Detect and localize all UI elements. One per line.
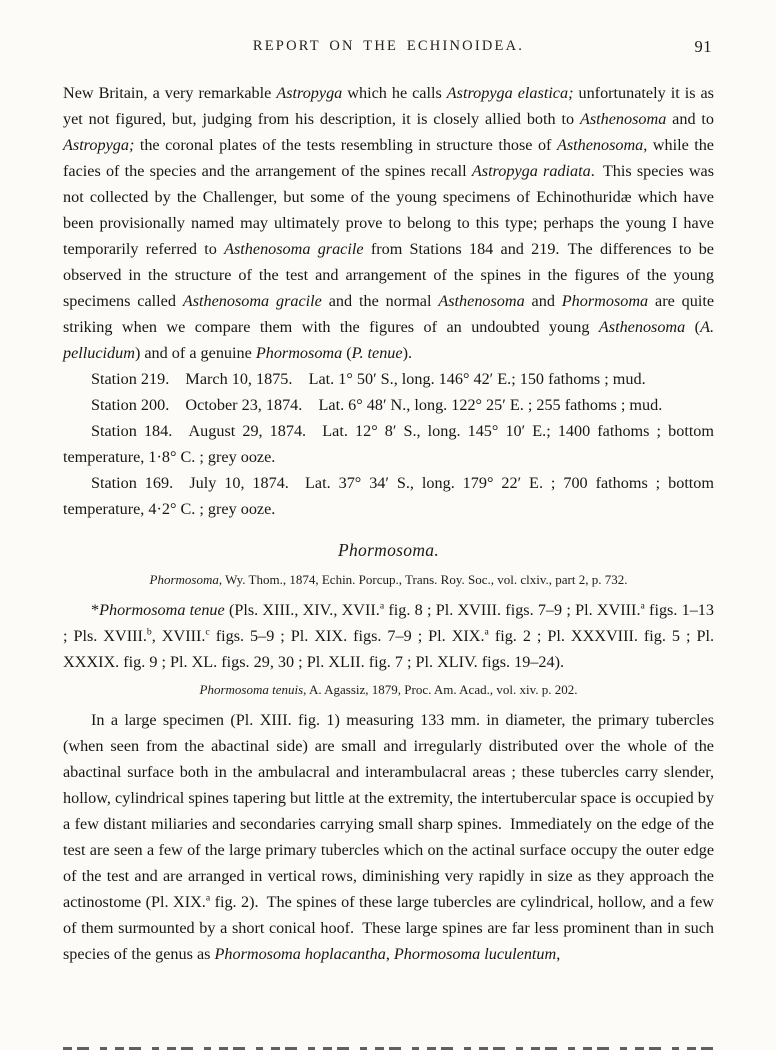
page-number: 91 [694,37,712,56]
station-200-entry: Station 200. October 23, 1874. Lat. 6° 48′ N., long. 122° 25′ E. ; 255 fathoms ; mud. [91,396,663,414]
running-head [63,38,714,58]
genus-heading: Phormosoma. [337,540,439,560]
genus-synonymy-citation: Phormosoma, Wy. Thom., 1874, Echin. Porcup., Trans. Roy. Soc., vol. clxiv., part 2, p. 732. [149,572,628,587]
description-paragraph: In a large specimen (Pl. XIII. fig. 1) measuring 133 mm. in diameter, the primary tubercles (when seen from the abactinal side) are small and irregularly distributed over the whole of the abactinal surface both in the ambulacral and interambulacral areas ; these tubercles carry slender, hollow, cylindrical spines tapering but little at the extremity, the intertubercular space is occupied by a few distant miliaries and secondaries carrying small sharp spines. Immediately on the edge of the test are seen a few of the large primary tubercles which on the actinal surface occupy the outer edge of the test and are arranged in vertical rows, diminishing very rapidly in size as they approach the actinostome (Pl. XIX.$^a$ fig. 2). The spines of these large tubercles are cylindrical, hollow, and a few of them surmounted by a short conical hoof. These large spines are far less prominent than in such species of the genus as Phormosoma hoplacantha, Phormosoma luculentum, [63,711,714,963]
species-plates-paragraph: *Phormosoma tenue (Pls. XIII., XIV., XVII.$^a$ fig. 8 ; Pl. XVIII. figs. 7–9 ; Pl. XVIII.$^a$ figs. 1–13 ; Pls. XVIII.$^b$, XVIII.$^c$ figs. 5–9 ; Pl. XIX. figs. 7–9 ; Pl. XIX.$^a$ fig. 2 ; Pl. XXXVIII. fig. 5 ; Pl. XXXIX. fig. 9 ; Pl. XL. figs. 29, 30 ; Pl. XLII. fig. 7 ; Pl. XLIV. figs. 19–24). [63,600,714,671]
text-block [63,80,714,967]
running-head-title: REPORT ON THE ECHINOIDEA. [252,38,525,54]
station-169-entry: Station 169. July 10, 1874. Lat. 37° 34′ S., long. 179° 22′ E. ; 700 fathoms ; bottom temperature, 4·2° C. ; grey ooze. [63,474,714,518]
species-synonymy-citation: Phormosoma tenuis, A. Agassiz, 1879, Proc. Am. Acad., vol. xiv. p. 202. [199,682,578,697]
intro-paragraph: New Britain, a very remarkable Astropyga which he calls Astropyga elastica; unfortunately it is as yet not figured, but, judging from his description, it is closely allied both to Asthenosoma and to Astropyga; the coronal plates of the tests resembling in structure those of Asthenosoma, while the facies of the species and the arrangement of the spines recall Astropyga radiata. This species was not collected by the Challenger, but some of the young specimens of Echinothuridæ which have been provisionally named may ultimately prove to belong to this type; perhaps the young I have temporarily referred to Asthenosoma gracile from Stations 184 and 219. The differences to be observed in the structure of the test and arrangement of the spines in the figures of the young specimens called Asthenosoma gracile and the normal Asthenosoma and Phormosoma are quite striking when we compare them with the figures of an undoubted young Asthenosoma (A. pellucidum) and of a genuine Phormosoma (P. tenue). [63,84,715,362]
station-219-entry: Station 219. March 10, 1875. Lat. 1° 50′ S., long. 146° 42′ E.; 150 fathoms ; mud. [91,370,646,388]
clipped-next-text-line [63,1045,714,1050]
station-184-entry: Station 184. August 29, 1874. Lat. 12° 8′ S., long. 145° 10′ E.; 1400 fathoms ; bottom temperature, 1·8° C. ; grey ooze. [63,422,714,466]
